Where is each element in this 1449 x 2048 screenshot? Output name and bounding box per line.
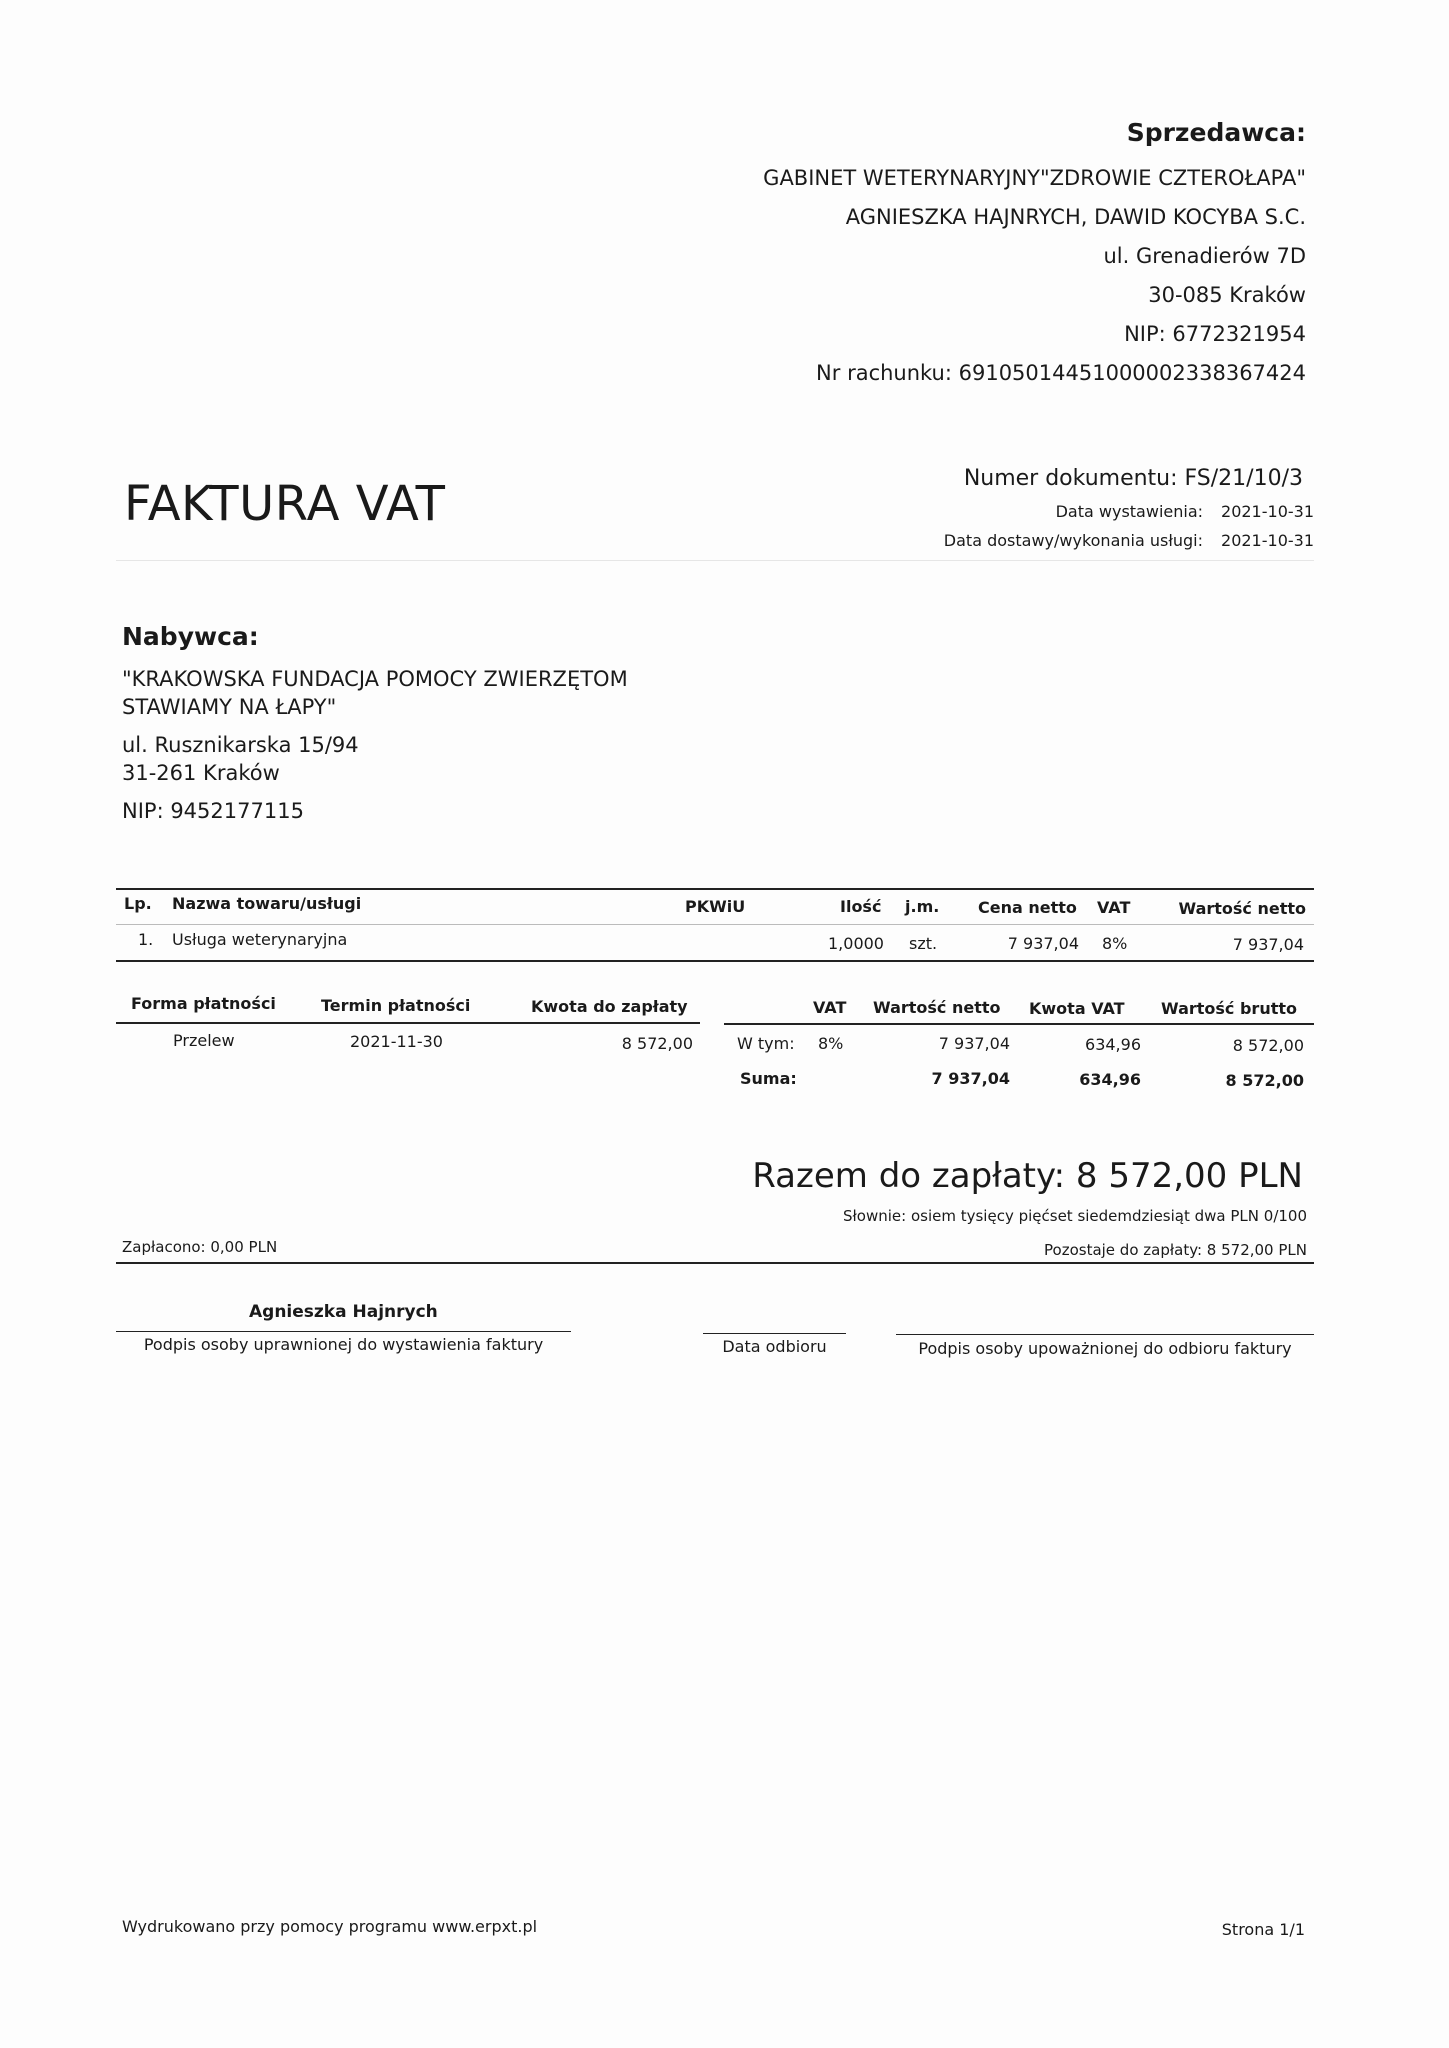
footer-page-number: Strona 1/1	[1221, 1920, 1305, 1939]
payment-header-border	[116, 1022, 700, 1024]
payment-header-amount: Kwota do zapłaty	[531, 997, 688, 1016]
vat-row-gross: 8 572,00	[1232, 1036, 1304, 1055]
receiver-signature-line	[896, 1334, 1314, 1335]
seller-account: Nr rachunku: 69105014451000002338367424	[816, 361, 1306, 385]
items-header-separator	[116, 924, 1314, 925]
items-table-top-border	[116, 888, 1314, 890]
footer-printed-by: Wydrukowano przy pomocy programu www.erpxt.pl	[122, 1917, 538, 1936]
items-header-name: Nazwa towaru/usługi	[172, 894, 362, 913]
buyer-name-line1: "KRAKOWSKA FUNDACJA POMOCY ZWIERZĘTOM	[122, 667, 628, 691]
buyer-city: 31-261 Kraków	[122, 761, 280, 785]
seller-city: 30-085 Kraków	[1148, 283, 1306, 307]
total-in-words: Słownie: osiem tysięcy pięćset siedemdziesiąt dwa PLN 0/100	[843, 1207, 1307, 1225]
delivery-date-row	[944, 531, 1314, 550]
paid-amount: Zapłacono: 0,00 PLN	[122, 1238, 278, 1256]
buyer-block	[122, 622, 628, 825]
issue-date-value: 2021-10-31	[1221, 502, 1314, 521]
seller-block	[763, 118, 1306, 393]
vat-row-net: 7 937,04	[938, 1034, 1010, 1053]
document-number: Numer dokumentu: FS/21/10/3	[963, 466, 1303, 491]
buyer-nip: NIP: 9452177115	[122, 799, 304, 823]
seller-header: Sprzedawca:	[1126, 118, 1306, 147]
seller-nip: NIP: 6772321954	[1124, 322, 1306, 346]
items-header-price: Cena netto	[978, 898, 1077, 917]
vat-row-rate: 8%	[818, 1034, 844, 1053]
payment-header-due: Termin płatności	[321, 996, 471, 1015]
buyer-header: Nabywca:	[122, 622, 259, 651]
vat-sum-net: 7 937,04	[931, 1069, 1010, 1088]
payment-due: 2021-11-30	[350, 1032, 443, 1051]
items-table-bottom-border	[116, 960, 1314, 962]
date-signature-label: Data odbioru	[722, 1337, 827, 1356]
buyer-name-line2: STAWIAMY NA ŁAPY"	[122, 695, 337, 719]
payment-method: Przelew	[173, 1031, 235, 1050]
buyer-street: ul. Rusznikarska 15/94	[122, 733, 359, 757]
issuer-signature-label: Podpis osoby uprawnionej do wystawienia faktury	[143, 1335, 544, 1354]
delivery-date-label: Data dostawy/wykonania usługi:	[943, 531, 1204, 550]
issuer-name: Agnieszka Hajnrych	[249, 1302, 438, 1322]
item-qty: 1,0000	[828, 934, 884, 953]
receiver-signature-label: Podpis osoby upoważnionej do odbioru faktury	[918, 1339, 1292, 1358]
issue-date-row	[1056, 502, 1314, 521]
item-name: Usługa weterynaryjna	[172, 930, 348, 949]
delivery-date-value: 2021-10-31	[1221, 531, 1314, 550]
vat-sum-vat-amount: 634,96	[1079, 1070, 1141, 1089]
document-title: FAKTURA VAT	[124, 476, 446, 532]
seller-name-line1: GABINET WETERYNARYJNY"ZDROWIE CZTEROŁAPA"	[763, 166, 1306, 190]
issuer-signature-line	[116, 1331, 571, 1332]
payment-header-method: Forma płatności	[131, 994, 276, 1013]
vat-header-gross: Wartość brutto	[1160, 999, 1297, 1018]
seller-name-line2: AGNIESZKA HAJNRYCH, DAWID KOCYBA S.C.	[845, 205, 1306, 229]
items-header-vat: VAT	[1097, 898, 1131, 917]
vat-row-label: W tym:	[737, 1034, 795, 1053]
vat-sum-label: Suma:	[740, 1069, 797, 1088]
date-signature-line	[703, 1333, 846, 1334]
items-header-lp: Lp.	[124, 894, 152, 913]
title-separator	[116, 560, 1314, 561]
item-net: 7 937,04	[1232, 935, 1304, 954]
items-header-qty: Ilość	[840, 897, 882, 916]
item-lp: 1.	[138, 930, 154, 949]
vat-header-net: Wartość netto	[873, 998, 1001, 1017]
remaining-amount: Pozostaje do zapłaty: 8 572,00 PLN	[1044, 1241, 1307, 1259]
totals-bottom-border	[116, 1262, 1314, 1264]
issue-date-label: Data wystawienia:	[1055, 502, 1204, 521]
seller-street: ul. Grenadierów 7D	[1103, 244, 1306, 268]
vat-header-border	[724, 1023, 1314, 1025]
vat-row-vat-amount: 634,96	[1085, 1035, 1141, 1054]
vat-header-vat-amount: Kwota VAT	[1029, 999, 1125, 1018]
item-vat: 8%	[1102, 934, 1128, 953]
item-price: 7 937,04	[1007, 934, 1079, 953]
items-header-pkwiu: PKWiU	[685, 897, 746, 916]
vat-sum-gross: 8 572,00	[1225, 1071, 1304, 1090]
item-unit: szt.	[909, 934, 938, 953]
items-header-net: Wartość netto	[1178, 899, 1306, 918]
items-header-unit: j.m.	[905, 897, 940, 916]
vat-header-vat: VAT	[813, 998, 847, 1017]
total-due: Razem do zapłaty: 8 572,00 PLN	[752, 1156, 1303, 1196]
payment-amount: 8 572,00	[621, 1034, 693, 1053]
